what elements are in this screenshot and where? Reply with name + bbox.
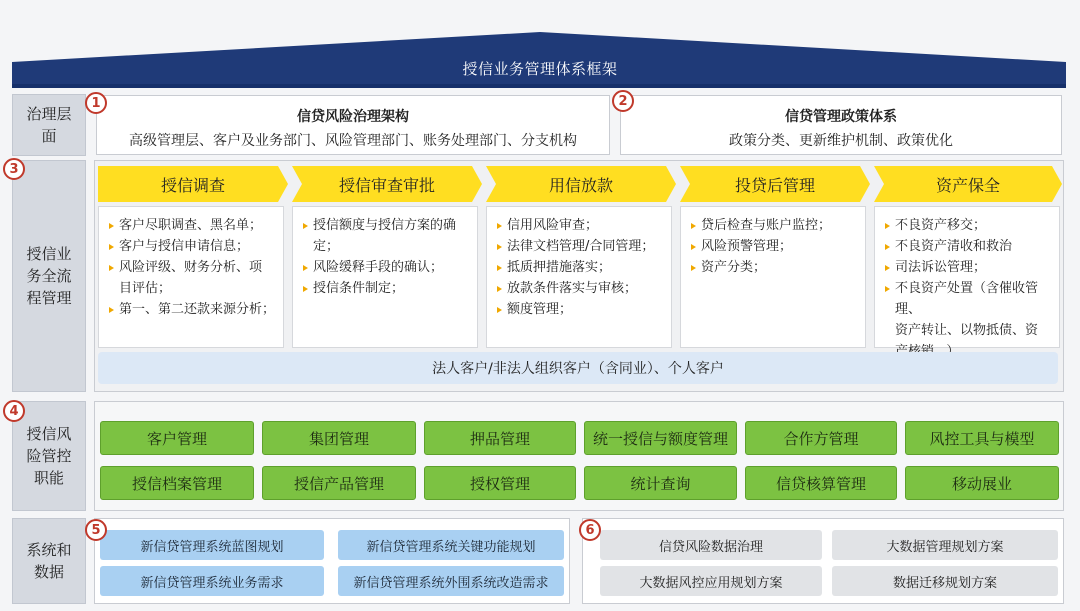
- stage-2-item-cont: 定；: [313, 239, 340, 254]
- marker-1: 1: [85, 92, 107, 114]
- system-key-function-button: 新信贷管理系统关键功能规划: [338, 530, 564, 560]
- customer-types-bar: 法人客户/非法人组织客户（含同业）、个人客户: [98, 352, 1058, 384]
- stage-title-5: 资产保全: [935, 175, 1000, 195]
- stage-1-item: 客户与授信申请信息；: [109, 236, 275, 257]
- governance-structure-desc: 高级管理层、客户及业务部门、风险管理部门、账务处理部门、分支机构: [129, 133, 577, 149]
- bigdata-plan-button: 大数据管理规划方案: [832, 530, 1058, 560]
- stage-box-4: [680, 206, 866, 348]
- marker-4: 4: [3, 400, 25, 422]
- stage-title-3: 用信放款: [548, 175, 613, 195]
- marker-3: 3: [3, 158, 25, 180]
- stage-5-item: 司法诉讼管理；: [885, 257, 1051, 278]
- diagram-title: 授信业务管理体系框架: [462, 60, 618, 78]
- stage-4-item: 风险预警管理；: [691, 236, 857, 257]
- stage-3-item: 放款条件落实与审核；: [497, 278, 663, 299]
- marker-5: 5: [85, 519, 107, 541]
- stage-5-item: 不良资产处置（含催收管理、: [885, 278, 1051, 320]
- governance-structure-panel: [96, 95, 610, 155]
- roof-base: [12, 84, 1066, 88]
- layer-label-functions: 授信风险管控职能: [12, 401, 86, 511]
- stage-1-item: 第一、第二还款来源分析；: [109, 299, 275, 320]
- system-peripheral-button: 新信贷管理系统外围系统改造需求: [338, 566, 564, 596]
- function-12-button: 移动展业: [905, 466, 1059, 500]
- stage-3-item: 额度管理；: [497, 299, 663, 320]
- stage-2-item: 授信条件制定；: [303, 278, 469, 299]
- function-6-button: 风控工具与模型: [905, 421, 1059, 455]
- marker-2: 2: [612, 90, 634, 112]
- stage-box-3: [486, 206, 672, 348]
- data-migration-button: 数据迁移规划方案: [832, 566, 1058, 596]
- layer-label-process: 授信业务全流程管理: [12, 160, 86, 392]
- stage-box-1: [98, 206, 284, 348]
- stage-chevron-3: [486, 166, 676, 202]
- stage-3-item: 法律文档管理/合同管理；: [497, 236, 663, 257]
- stage-box-2: [292, 206, 478, 348]
- stage-3-item: 抵质押措施落实；: [497, 257, 663, 278]
- stage-5-item: 不良资产移交；: [885, 215, 1051, 236]
- stage-3-item: 信用风险审查；: [497, 215, 663, 236]
- stage-chevron-5: [874, 166, 1062, 202]
- function-2-button: 集团管理: [262, 421, 416, 455]
- marker-6: 6: [579, 519, 601, 541]
- stage-box-5: [874, 206, 1060, 348]
- policy-system-panel: [620, 95, 1062, 155]
- stage-5-item: 不良资产清收和救治: [885, 236, 1051, 257]
- stage-chevron-4: [680, 166, 870, 202]
- stage-2-item: 风险缓释手段的确认；: [303, 257, 469, 278]
- governance-structure-title: 信贷风险治理架构: [297, 109, 409, 125]
- stage-1-item-cont: 目评估；: [119, 281, 172, 296]
- stage-4-item: 资产分类；: [691, 257, 857, 278]
- stage-chevron-1: [98, 166, 288, 202]
- function-10-button: 统计查询: [584, 466, 737, 500]
- stage-chevron-2: [292, 166, 482, 202]
- function-9-button: 授权管理: [424, 466, 576, 500]
- stage-title-4: 投贷后管理: [734, 175, 815, 195]
- function-5-button: 合作方管理: [745, 421, 897, 455]
- stage-4-item: 贷后检查与账户监控；: [691, 215, 857, 236]
- stage-title-1: 授信调查: [160, 175, 225, 195]
- data-governance-button: 信贷风险数据治理: [600, 530, 822, 560]
- policy-system-desc: 政策分类、更新维护机制、政策优化: [729, 133, 953, 149]
- stage-2-item: 授信额度与授信方案的确: [303, 215, 469, 236]
- layer-label-systems: 系统和数据: [12, 518, 86, 604]
- function-3-button: 押品管理: [424, 421, 576, 455]
- stage-5-item-cont: 资产转让、以物抵债、资: [895, 323, 1039, 338]
- function-1-button: 客户管理: [100, 421, 254, 455]
- stage-title-2: 授信审查审批: [338, 175, 435, 195]
- function-11-button: 信贷核算管理: [745, 466, 897, 500]
- layer-label-governance: 治理层面: [12, 94, 86, 156]
- policy-system-title: 信贷管理政策体系: [785, 109, 897, 125]
- system-business-req-button: 新信贷管理系统业务需求: [100, 566, 324, 596]
- function-8-button: 授信产品管理: [262, 466, 416, 500]
- stage-1-item: 客户尽职调查、黑名单；: [109, 215, 275, 236]
- function-4-button: 统一授信与额度管理: [584, 421, 737, 455]
- stage-1-item: 风险评级、财务分析、项: [109, 257, 275, 278]
- bigdata-risk-button: 大数据风控应用规划方案: [600, 566, 822, 596]
- function-7-button: 授信档案管理: [100, 466, 254, 500]
- system-blueprint-button: 新信贷管理系统蓝图规划: [100, 530, 324, 560]
